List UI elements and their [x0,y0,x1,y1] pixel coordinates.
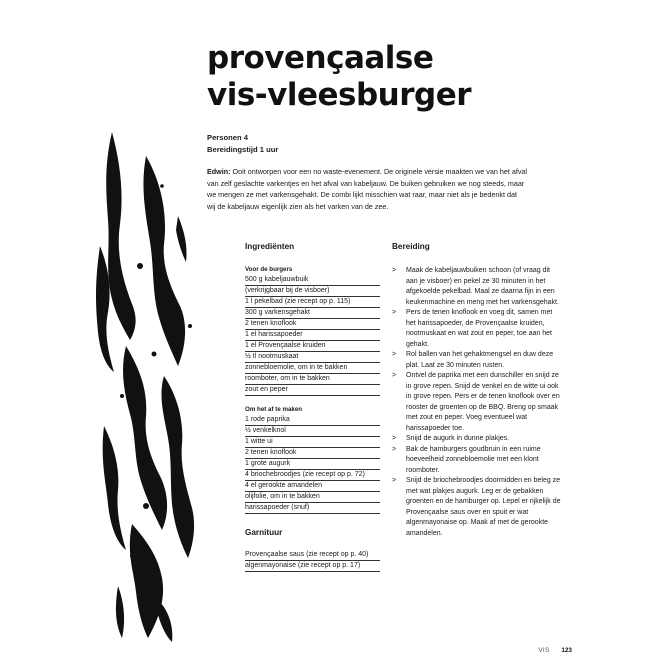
servings: Personen 4 [207,133,248,142]
ingredient-item: ½ tl nootmuskaat [245,352,380,363]
ingredient-item: 1 l pekelbad (zie recept op p. 115) [245,297,380,308]
ingredient-item: 2 tenen knoflook [245,448,380,459]
preparation-step: > Pers de tenen knoflook en voeg dit, samen met het harissapoeder, de Provençaalse kruiden, nootmuskaat en wat zout en peper, toe aan het gehakt. [392,308,562,350]
ingredient-item: roomboter, om in te bakken [245,374,380,385]
finish-subheading: Om het af te maken [245,406,303,413]
ingredient-item: 1 el Provençaalse kruiden [245,341,380,352]
garnish-item: Provençaalse saus (zie recept op p. 40) [245,550,380,561]
intro-text: Ooit ontworpen voor een no waste-evenement. De originele versie maakten we van het afval van zelf geslachte varkentjes en het afval van kabeljauw. De buiken gebruiken we nog steeds, maar we mengen ze met varkensgehakt. De combi lijkt misschien wat raar, maar niet als je bedenkt dat wij de kabeljauw eigenlijk zien als het varken van de zee. [207,167,528,211]
ingredient-item: 4 briochebroodjes (zie recept op p. 72) [245,470,380,481]
ingredients-column [245,242,380,572]
burgers-subheading: Voor de burgers [245,266,293,273]
ingredient-item: 500 g kabeljauwbuik [245,275,380,286]
ingredient-item: 2 tenen knoflook [245,319,380,330]
preparation-step: > Snijd de augurk in dunne plakjes. [392,434,562,445]
ingredient-item: 1 grote augurk [245,459,380,470]
intro-author: Edwin: [207,167,231,176]
preparation-step: > Rol ballen van het gehaktmengsel en duw deze plat. Laat ze 30 minuten rusten. [392,350,562,371]
ingredient-item: (verkrijgbaar bij de visboer) [245,286,380,297]
footer-section: VIS [538,647,550,654]
preparation-heading: Bereiding [392,242,430,251]
ingredient-item: 4 el gerookte amandelen [245,481,380,492]
page-footer [538,647,572,654]
burgers-ingredient-list [245,275,380,396]
ingredient-item: 1 rode paprika [245,415,380,426]
garnish-list [245,550,380,572]
title-line-2: vis-vleesburger [207,77,472,113]
preparation-step: > Snijd de briochebroodjes doormidden en beleg ze met wat plakjes augurk. Leg er de gebakken groenten en de hamburger op. Lepel er rijkelijk de Provençaalse saus over en spuit er wat algenmayonaise op. Maak af met de gerookte amandelen. [392,476,562,539]
ingredient-item: zonnebloemolie, om in te bakken [245,363,380,374]
preparation-step: > Bak de hamburgers goudbruin in een ruime hoeveelheid zonnebloemolie met een klont roomboter. [392,445,562,477]
preparation-step: > Ontvel de paprika met een dunschiller en snijd ze in grove repen. Snijd de venkel en de witte ui ook in grove repen. Pers er de tenen knoflook over en rooster de groenten op de BBQ. Breng op smaak met zout en peper. Voeg eventueel wat harissapoeder toe. [392,371,562,434]
intro-paragraph [207,166,527,212]
ingredient-item: 300 g varkensgehakt [245,308,380,319]
garnish-heading: Garnituur [245,528,283,537]
recipe-title [207,40,471,114]
preparation-step: > Maak de kabeljauwbuiken schoon (of vraag dit aan je visboer) en pekel ze 30 minuten in het afgekoelde pekelbad. Maal ze daarna fijn in een keukenmachine en meng met het varkensgehakt. [392,266,562,308]
finish-ingredient-list [245,415,380,514]
ingredient-item: 1 el harissapoeder [245,330,380,341]
fish-illustration [92,126,204,656]
prep-time: Bereidingstijd 1 uur [207,145,279,154]
ingredient-item: zout en peper [245,385,380,396]
title-line-1: provençaalse [207,40,434,76]
ingredient-item: ½ venkelknol [245,426,380,437]
ingredients-heading: Ingrediënten [245,242,295,251]
recipe-meta [207,132,278,156]
page-number: 123 [561,647,572,654]
preparation-column [392,242,562,539]
garnish-item: algenmayonaise (zie recept op p. 17) [245,561,380,572]
preparation-steps [392,266,562,539]
ingredient-item: olijfolie, om in te bakken [245,492,380,503]
ingredient-item: 1 witte ui [245,437,380,448]
ingredient-item: harissapoeder (snuf) [245,503,380,514]
garnish-section [245,528,380,572]
